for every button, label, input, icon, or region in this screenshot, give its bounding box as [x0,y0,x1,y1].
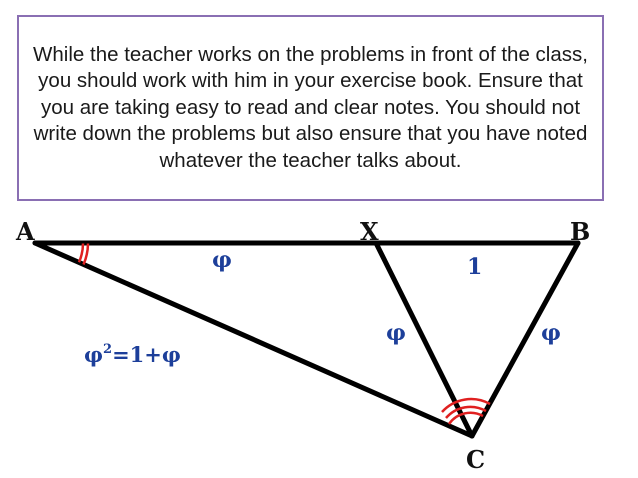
angle-mark-a [79,244,83,263]
equation-base: φ [84,342,104,367]
equation-rest: =1+φ [112,342,181,367]
segment-ac [35,243,472,436]
vertex-label-x: X [360,217,379,246]
length-label-ax: φ [212,247,232,273]
vertex-label-c: C [466,445,486,474]
instruction-text: While the teacher works on the problems in front of the class, you should work with him in your exercise book. Ensure that you are taking easy to read and clear notes. You should not write down the problems but also ensure that you have noted whatever the teacher talks about. [33,42,588,172]
length-label-bc: φ [541,320,561,346]
length-label-xc: φ [386,320,406,346]
segment-bc [472,243,578,436]
vertex-label-a: A [16,217,35,246]
angle-mark-a-inner [84,244,89,265]
equation-label [84,342,181,367]
vertex-label-b: B [570,217,591,246]
length-label-xb: 1 [467,254,483,280]
equation-power: 2 [103,342,113,357]
